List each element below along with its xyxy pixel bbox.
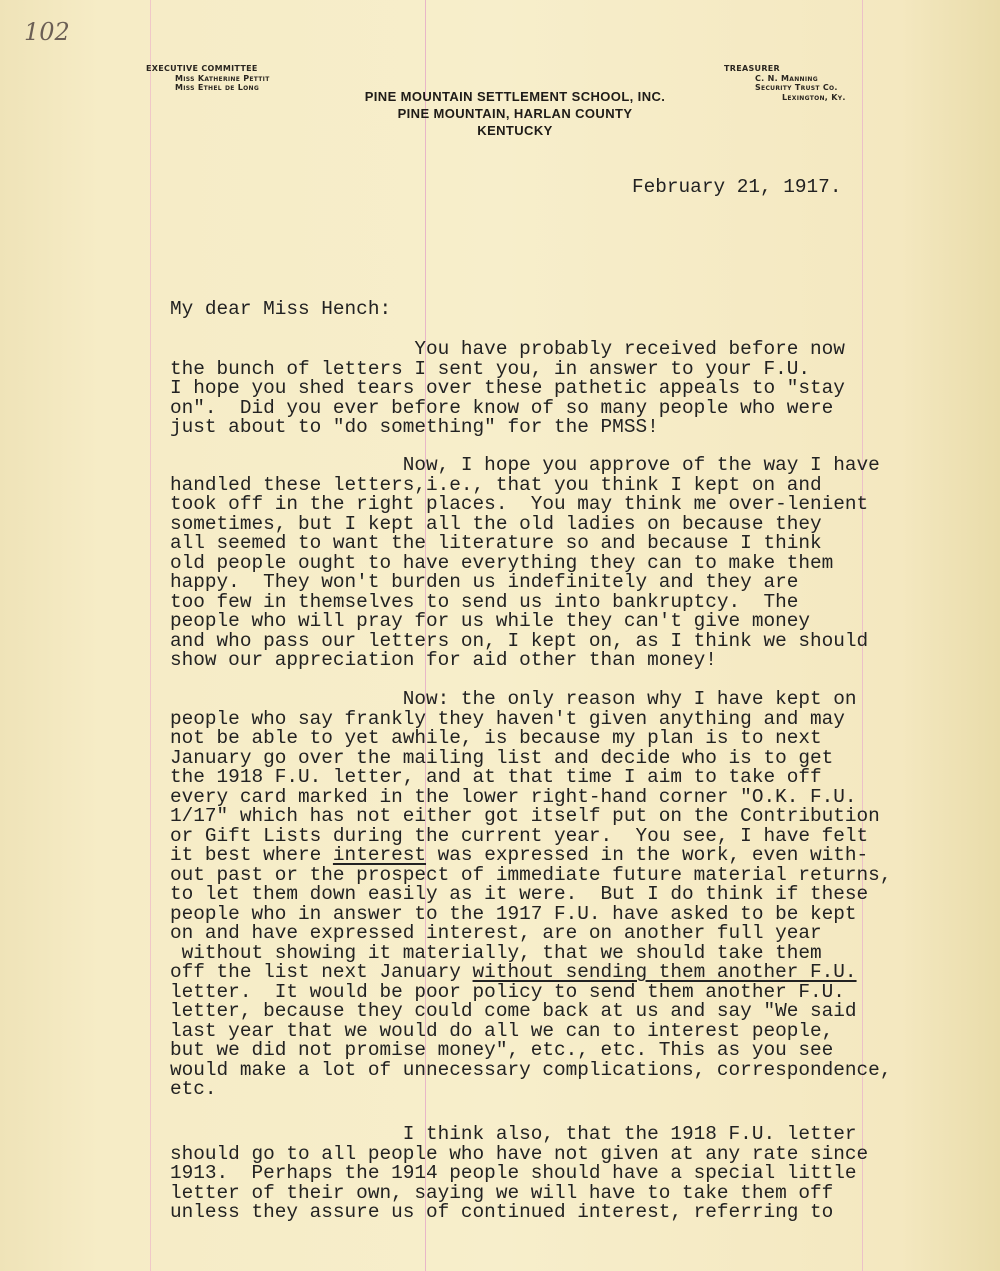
text-segment: it best where	[170, 844, 333, 866]
text-segment: people who say frankly they haven't given anything and may	[170, 707, 845, 730]
text-segment: on". Did you ever before know of so many people who were	[170, 396, 834, 419]
handwritten-page-number: 102	[24, 18, 70, 46]
text-segment: not be able to yet awhile, is because my plan is to next	[170, 727, 822, 749]
text-segment: I hope you shed tears over these pathetic appeals to "stay	[170, 377, 845, 399]
text-segment: old people ought to have everything they can to make them	[170, 551, 834, 574]
treasurer-title: TREASURER	[724, 64, 781, 73]
text-segment: but we did not promise money", etc., etc. This as you see	[170, 1039, 834, 1061]
text-segment: took off in the right places. You may think me over-lenient	[170, 493, 869, 515]
text-segment: happy. They won't burden us indefinitely and they are	[170, 571, 799, 593]
text-segment: etc.	[170, 1078, 217, 1100]
organization-letterhead	[300, 88, 730, 139]
treasurer-bank: Security Trust Co.	[755, 83, 838, 92]
committee-member: Miss Katherine Pettit	[175, 73, 270, 83]
text-segment: people who will pray for us while they can't give money	[170, 610, 810, 632]
text-segment: too few in themselves to send us into bankruptcy. The	[170, 590, 799, 613]
text-segment: just about to "do something" for the PMSS!	[170, 416, 659, 438]
org-name: PINE MOUNTAIN SETTLEMENT SCHOOL, INC.	[364, 89, 666, 104]
paper-rule-line	[150, 0, 151, 1271]
text-segment: should go to all people who have not given at any rate since	[170, 1142, 869, 1165]
executive-committee	[146, 64, 270, 93]
text-segment: Now, I hope you approve of the way I have	[170, 454, 880, 476]
text-line	[170, 1058, 892, 1081]
text-segment: letter. It would be poor policy to send them another F.U.	[170, 980, 845, 1003]
text-line	[170, 1203, 833, 1223]
text-segment: letter, because they could come back at us and say "We said	[170, 1000, 857, 1022]
text-segment: 1913. Perhaps the 1914 people should have a special little	[170, 1162, 857, 1184]
text-segment: I think also, that the 1918 F.U. letter	[170, 1123, 857, 1145]
text-segment: people who in answer to the 1917 F.U. have asked to be kept	[170, 902, 857, 925]
text-segment: handled these letters,i.e., that you think I kept on and	[170, 473, 822, 496]
text-segment: the 1918 F.U. letter, and at that time I aim to take off	[170, 766, 822, 788]
text-segment: would make a lot of unnecessary complications, correspondence,	[170, 1058, 892, 1081]
committee-member: Miss Ethel de Long	[175, 83, 260, 92]
text-segment: letter of their own, saying we will have to take them off	[170, 1181, 834, 1204]
text-line	[170, 418, 659, 438]
letter-date: February 21, 1917.	[632, 176, 842, 198]
underlined-text: interest	[332, 844, 427, 866]
treasurer-block	[724, 64, 846, 102]
text-segment: You have probably received before now	[170, 338, 845, 360]
org-address: PINE MOUNTAIN, HARLAN COUNTY	[397, 106, 633, 121]
text-segment: without showing it materially, that we should take them	[170, 941, 822, 964]
salutation: My dear Miss Hench:	[170, 298, 392, 320]
text-segment: to let them down easily as it were. But I do think if these	[170, 883, 869, 905]
text-segment: and who pass our letters on, I kept on, as I think we should	[170, 629, 869, 652]
org-state: KENTUCKY	[477, 123, 553, 138]
committee-title: EXECUTIVE COMMITTEE	[146, 64, 258, 73]
text-segment: Now: the only reason why I have kept on	[170, 688, 857, 710]
text-segment: off the list next January	[170, 961, 473, 983]
text-segment: the bunch of letters I sent you, in answer to your F.U.	[170, 357, 810, 380]
text-segment: sometimes, but I kept all the old ladies on because they	[170, 512, 822, 535]
text-segment: on and have expressed interest, are on another full year	[170, 922, 822, 944]
text-segment: January go over the mailing list and decide who is to get	[170, 746, 834, 769]
underlined-text: without sending them another F.U.	[472, 961, 857, 983]
treasurer-name: C. N. Manning	[755, 73, 818, 83]
text-segment: was expressed in the work, even with-	[426, 844, 869, 866]
text-segment: unless they assure us of continued interest, referring to	[170, 1201, 834, 1223]
text-segment: all seemed to want the literature so and because I think	[170, 532, 822, 554]
text-line	[170, 1080, 217, 1100]
text-line	[170, 651, 717, 671]
text-segment: every card marked in the lower right-hand corner "O.K. F.U.	[170, 785, 857, 808]
text-segment: show our appreciation for aid other than money!	[170, 649, 717, 671]
treasurer-city: Lexington, Ky.	[782, 92, 846, 102]
text-segment: last year that we would do all we can to interest people,	[170, 1019, 834, 1042]
text-segment: out past or the prospect of immediate future material returns,	[170, 863, 892, 886]
text-segment: 1/17" which has not either got itself put on the Contribution	[170, 805, 880, 827]
text-segment: or Gift Lists during the current year. You see, I have felt	[170, 824, 869, 847]
